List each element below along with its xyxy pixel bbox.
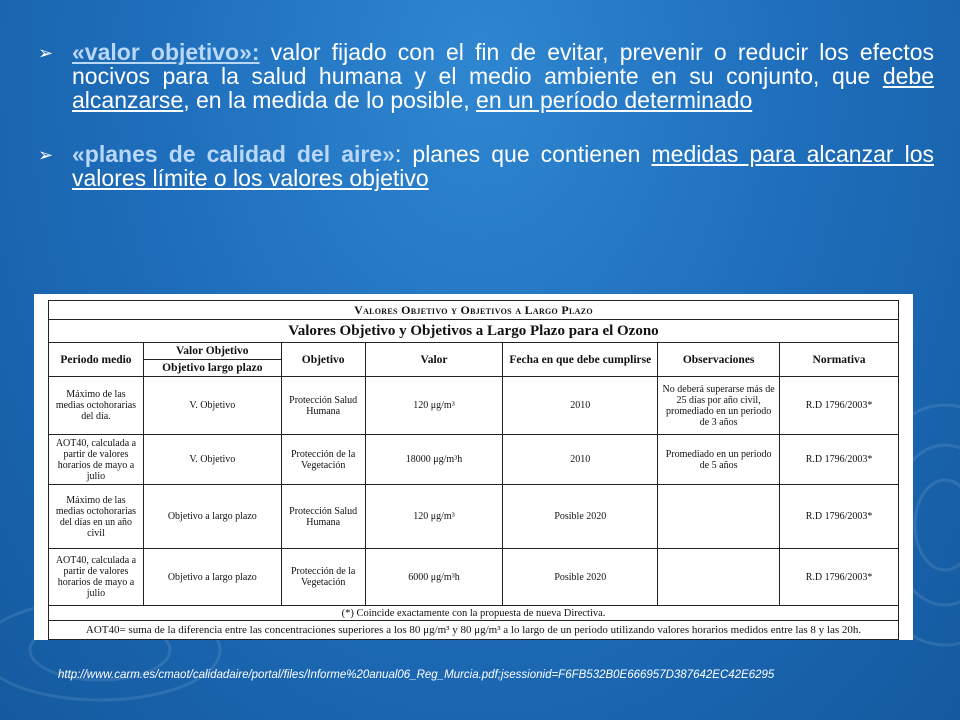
cell-periodo: Máximo de las medias octohorarias del días en un año civil	[49, 485, 144, 549]
cell-observaciones	[658, 485, 780, 549]
header-valor: Valor	[365, 343, 503, 377]
arrow-bullet-icon: ➢	[38, 43, 54, 63]
cell-observaciones	[658, 549, 780, 606]
header-observaciones: Observaciones	[658, 343, 780, 377]
table-footnote: (*) Coincide exactamente con la propuesta de nueva Directiva.	[49, 606, 899, 621]
table-banner: Valores Objetivo y Objetivos a Largo Plazo	[49, 301, 899, 320]
ozone-table-image	[34, 294, 913, 640]
header-valor-objetivo: Valor Objetivo	[143, 343, 281, 360]
cell-periodo: AOT40, calculada a partir de valores horarios de mayo a julio	[49, 549, 144, 606]
table-row	[49, 485, 899, 549]
term-valor-objetivo: «valor objetivo»:	[72, 39, 260, 65]
table-row	[49, 377, 899, 435]
definition-text: : planes que contienen	[394, 141, 652, 167]
definitions-list	[38, 40, 934, 190]
cell-valor: 18000 μg/m³h	[365, 435, 503, 485]
cell-fecha: 2010	[503, 377, 658, 435]
cell-periodo: AOT40, calculada a partir de valores horarios de mayo a julio	[49, 435, 144, 485]
cell-objetivo: Protección Salud Humana	[281, 485, 365, 549]
cell-fecha: Posible 2020	[503, 485, 658, 549]
cell-observaciones: No deberá superarse más de 25 días por año civil, promediado en un periodo de 3 años	[658, 377, 780, 435]
cell-objetivo: Protección Salud Humana	[281, 377, 365, 435]
table-row	[49, 435, 899, 485]
header-objetivo-largo-plazo: Objetivo largo plazo	[143, 360, 281, 377]
cell-fecha: Posible 2020	[503, 549, 658, 606]
header-periodo: Periodo medio	[49, 343, 144, 377]
source-url: http://www.carm.es/cmaot/calidadaire/portal/files/Informe%20anual06_Reg_Murcia.pdf;jsessionid=F6FB532B0E666957D387642EC42E6295	[58, 669, 775, 681]
cell-fecha: 2010	[503, 435, 658, 485]
cell-valor: 120 μg/m³	[365, 485, 503, 549]
cell-objetivo: Protección de la Vegetación	[281, 549, 365, 606]
table-row	[49, 549, 899, 606]
term-planes-calidad: «planes de calidad del aire»	[72, 141, 395, 167]
cell-tipo: Objetivo a largo plazo	[143, 549, 281, 606]
bullet-planes-calidad	[38, 142, 934, 190]
cell-periodo: Máximo de las medias octohorarias del día.	[49, 377, 144, 435]
cell-tipo: V. Objetivo	[143, 435, 281, 485]
cell-valor: 6000 μg/m³h	[365, 549, 503, 606]
definition-text-underlined: medidas para alcanzar los valores límite o los valores objetivo	[72, 141, 934, 191]
cell-tipo: V. Objetivo	[143, 377, 281, 435]
table-subtitle: Valores Objetivo y Objetivos a Largo Plazo para el Ozono	[49, 320, 899, 343]
definition-text: valor fijado con el fin de evitar, prevenir o reducir los efectos nocivos para la salud humana y el medio ambiente en su conjunto, que	[72, 39, 934, 89]
header-objetivo: Objetivo	[281, 343, 365, 377]
header-normativa: Normativa	[780, 343, 899, 377]
cell-objetivo: Protección de la Vegetación	[281, 435, 365, 485]
arrow-bullet-icon: ➢	[38, 145, 54, 165]
cell-normativa: R.D 1796/2003*	[780, 549, 899, 606]
definition-text-underlined: en un período determinado	[476, 87, 753, 113]
cell-observaciones: Promediado en un periodo de 5 años	[658, 435, 780, 485]
cell-normativa: R.D 1796/2003*	[780, 377, 899, 435]
bullet-valor-objetivo	[38, 40, 934, 112]
header-fecha: Fecha en que debe cumplirse	[503, 343, 658, 377]
ozone-table	[48, 300, 899, 640]
definition-text-underlined: debe alcanzarse	[72, 63, 934, 113]
cell-normativa: R.D 1796/2003*	[780, 435, 899, 485]
cell-tipo: Objetivo a largo plazo	[143, 485, 281, 549]
aot40-definition: AOT40= suma de la diferencia entre las concentraciones superiores a los 80 μg/m³ y 80 μg/m³ a lo largo de un periodo utilizando valores horarios medidos entre las 8 y las 20h.	[49, 621, 899, 640]
cell-normativa: R.D 1796/2003*	[780, 485, 899, 549]
cell-valor: 120 μg/m³	[365, 377, 503, 435]
definition-text: , en la medida de lo posible,	[183, 87, 477, 113]
